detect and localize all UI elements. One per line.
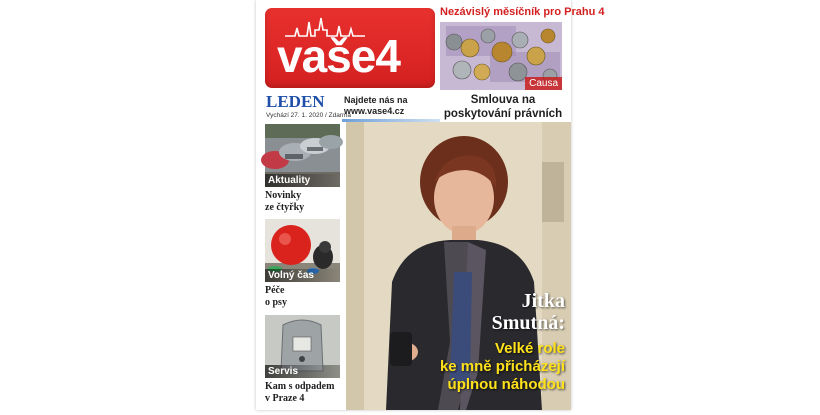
parked-cars-photo (265, 124, 340, 187)
causa-badge: Causa (525, 77, 562, 90)
cover-name-line: Jitka (521, 290, 565, 312)
section-badge: Volný čas (265, 269, 340, 282)
cover-quote-line: úplnou náhodou (447, 376, 565, 393)
masthead-logo[interactable] (265, 8, 435, 88)
sidebar-item-servis[interactable] (265, 315, 340, 405)
caption-line: Péče (265, 285, 285, 296)
issue-month: LEDEN (266, 92, 325, 111)
web-promo-text: Najdete nás na (344, 95, 408, 105)
cover-photo[interactable] (346, 122, 571, 410)
sidebar-item-volny-cas[interactable] (265, 219, 340, 309)
sidebar-caption (265, 190, 340, 214)
sidebar-caption (265, 381, 340, 405)
issue-date: Vychází 27. 1. 2020 / Zdarma (266, 112, 352, 119)
caption-line: Kam s odpadem (265, 381, 335, 392)
cover-quote-line: Velké role (494, 340, 565, 357)
caption-line: o psy (265, 297, 287, 308)
web-url[interactable]: www.vase4.cz (344, 106, 405, 116)
caption-line: v Praze 4 (265, 393, 305, 404)
cover-name-line: Smutná: (491, 312, 565, 334)
cover-quote-line: ke mně přicházejí (439, 358, 565, 375)
dog-ball-photo (265, 219, 340, 282)
section-badge: Servis (265, 365, 340, 378)
magazine-cover (256, 0, 605, 410)
sidebar-item-aktuality[interactable] (265, 124, 340, 214)
causa-money-photo[interactable] (440, 22, 562, 90)
caption-line: ze čtyřky (265, 202, 305, 213)
causa-headline[interactable]: Smlouva na poskytování právních (443, 94, 563, 120)
tagline: Nezávislý měsíčník pro Prahu 4 (440, 6, 605, 18)
cover-quote (440, 340, 565, 394)
web-promo[interactable] (344, 95, 434, 117)
waste-bin-photo (265, 315, 340, 378)
section-badge: Aktuality (265, 174, 340, 187)
logo-text: vaše4 (277, 30, 400, 82)
cover-headline (440, 290, 565, 394)
caption-line: Novinky (265, 190, 302, 201)
sidebar-caption (265, 285, 340, 309)
